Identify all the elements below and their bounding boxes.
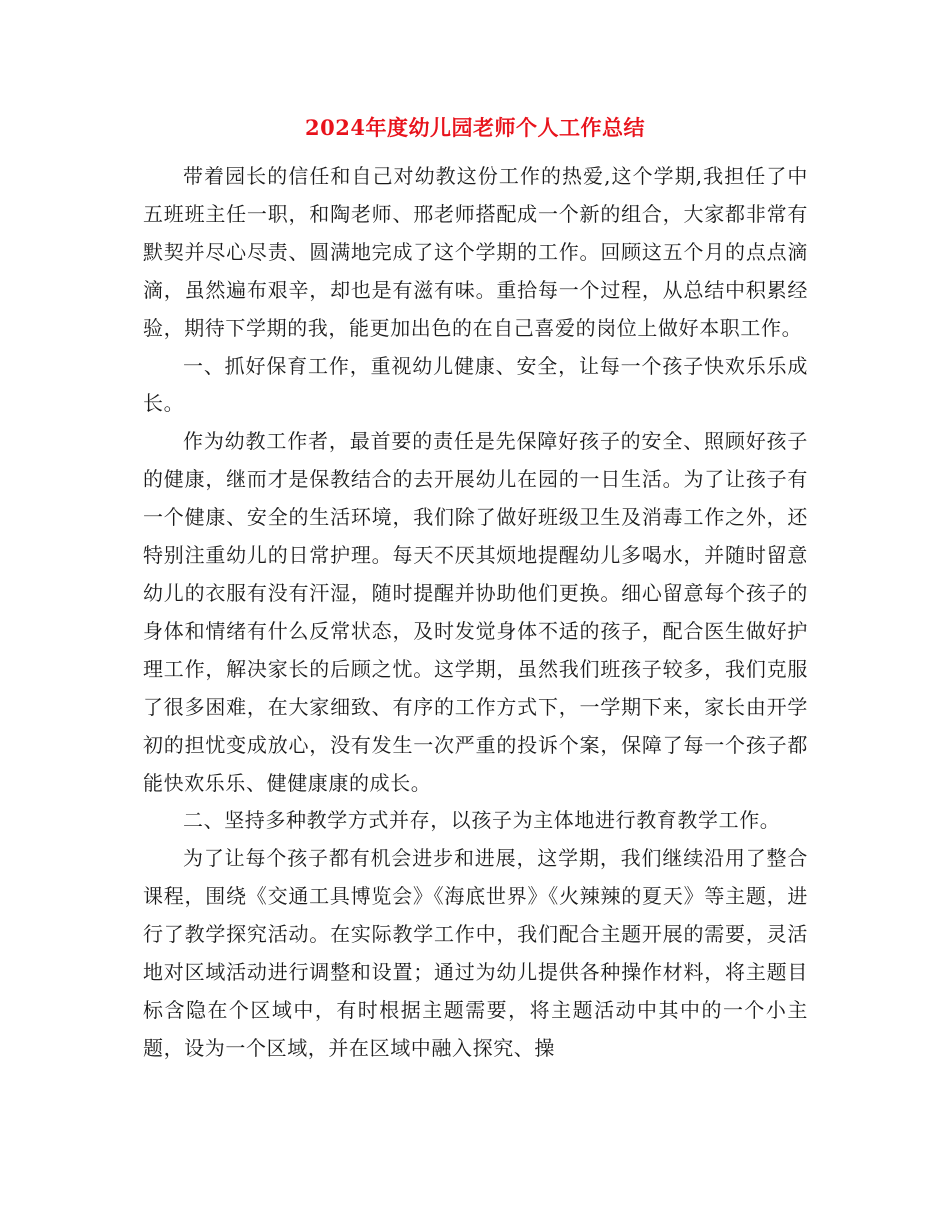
paragraph-section-2-heading: 二、坚持多种教学方式并存，以孩子为主体地进行教育教学工作。 (183, 808, 781, 833)
paragraph-intro: 带着园长的信任和自己对幼教这份工作的热爱,这个学期,我担任了中五班班主任一职，和陶老师、邢老师搭配成一个新的组合，大家都非常有默契并尽心尽责、圆满地完成了这个学期的工作。回顾这五个月的点点滴滴，虽然遍布艰辛，却也是有滋有味。重拾每一个过程，从总结中积累经验，期待下学期的我，能更加出色的在自己喜爱的岗位上做好本职工作。 (143, 164, 808, 340)
document-body (143, 158, 808, 1068)
paragraph-section-1-heading: 一、抓好保育工作，重视幼儿健康、安全，让每一个孩子快欢乐乐成长。 (143, 353, 808, 416)
paragraph-teaching-work: 为了让每个孩子都有机会进步和进展，这学期，我们继续沿用了整合课程，围绕《交通工具博览会》《海底世界》《火辣辣的夏天》等主题，进行了教学探究活动。在实际教学工作中，我们配合主题开展的需要，灵活地对区域活动进行调整和设置；通过为幼儿提供各种操作材料，将主题目标含隐在个区域中，有时根据主题需要，将主题活动中其中的一个小主题，设为一个区域，并在区域中融入探究、操 (143, 846, 808, 1060)
document-title: 2024年度幼儿园老师个人工作总结 (305, 115, 645, 140)
paragraph-care-work: 作为幼教工作者，最首要的责任是先保障好孩子的安全、照顾好孩子的健康，继而才是保教结合的去开展幼儿在园的一日生活。为了让孩子有一个健康、安全的生活环境，我们除了做好班级卫生及消毒工作之外，还特别注重幼儿的日常护理。每天不厌其烦地提醒幼儿多喝水，并随时留意幼儿的衣服有没有汗湿，随时提醒并协助他们更换。细心留意每个孩子的身体和情绪有什么反常状态，及时发觉身体不适的孩子，配合医生做好护理工作，解决家长的后顾之忧。这学期，虽然我们班孩子较多，我们克服了很多困难，在大家细致、有序的工作方式下，一学期下来，家长由开学初的担忧变成放心，没有发生一次严重的投诉个案，保障了每一个孩子都能快欢乐乐、健健康康的成长。 (143, 429, 808, 795)
